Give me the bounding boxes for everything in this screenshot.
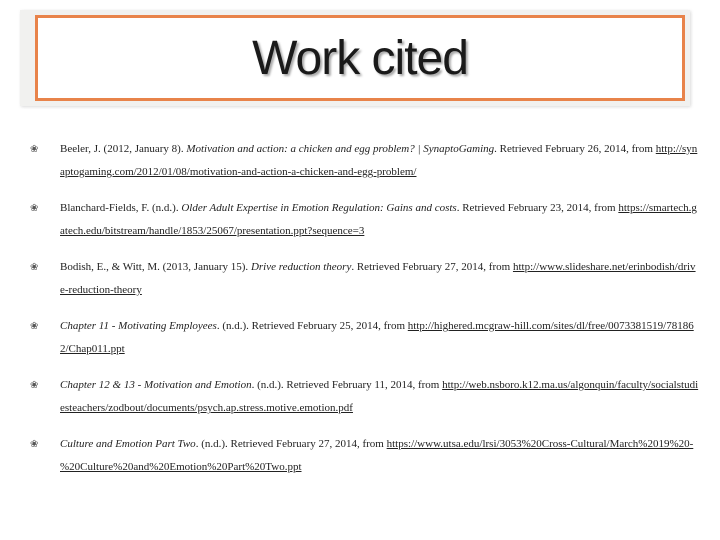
reference-retrieved: . Retrieved February 23, 2014, from: [456, 202, 616, 214]
reference-link[interactable]: http://highered.mcgraw-hill.com/sites/dl/free/0073381519/781862/Chap011.ppt: [60, 320, 694, 355]
flower-bullet-icon: ❀: [30, 321, 39, 332]
reference-item: [30, 256, 700, 302]
reference-item: [30, 138, 700, 184]
reference-author: Bodish, E., & Witt, M. (2013, January 15).: [60, 261, 249, 273]
reference-retrieved: . (n.d.). Retrieved February 27, 2014, from: [195, 438, 384, 450]
reference-author: Beeler, J. (2012, January 8).: [60, 143, 184, 155]
title-box: [35, 15, 685, 101]
reference-work: Drive reduction theory: [250, 261, 352, 273]
reference-retrieved: . (n.d.). Retrieved February 25, 2014, from: [216, 320, 406, 332]
reference-retrieved: . Retrieved February 26, 2014, from: [494, 143, 653, 155]
flower-bullet-icon: ❀: [30, 262, 39, 273]
flower-bullet-icon: ❀: [30, 439, 39, 450]
reference-link[interactable]: http://web.nsboro.k12.ma.us/algonquin/faculty/socialstudiesteachers/zodbout/documents/psych.ap.stress.motive.emotion.pdf: [60, 379, 699, 414]
reference-item: [30, 433, 700, 479]
flower-bullet-icon: ❀: [30, 203, 39, 214]
reference-retrieved: . (n.d.). Retrieved February 11, 2014, from: [251, 379, 440, 391]
reference-work: Older Adult Expertise in Emotion Regulation: Gains and costs: [181, 202, 457, 214]
references-list: [30, 138, 700, 492]
reference-link[interactable]: https://www.utsa.edu/lrsi/3053%20Cross-Cultural/March%2019%20-%20Culture%20and%20Emotion%20Part%20Two.ppt: [60, 438, 694, 473]
reference-item: [30, 374, 700, 420]
reference-work: Culture and Emotion Part Two: [60, 438, 196, 450]
reference-item: [30, 315, 700, 361]
reference-work: Motivation and action: a chicken and egg problem? | SynaptoGaming: [186, 143, 495, 155]
reference-link[interactable]: http://www.slideshare.net/erinbodish/drive-reduction-theory: [60, 261, 696, 296]
reference-link[interactable]: https://smartech.gatech.edu/bitstream/handle/1853/25067/presentation.ppt?sequence=3: [60, 202, 697, 237]
title-frame: [20, 10, 690, 106]
flower-bullet-icon: ❀: [30, 380, 39, 391]
reference-link[interactable]: http://synaptogaming.com/2012/01/08/motivation-and-action-a-chicken-and-egg-problem/: [60, 143, 698, 178]
slide-title: Work cited: [252, 31, 468, 85]
reference-item: [30, 197, 700, 243]
reference-work: Chapter 12 & 13 - Motivation and Emotion: [60, 379, 252, 391]
reference-work: Chapter 11 - Motivating Employees: [60, 320, 217, 332]
reference-retrieved: . Retrieved February 27, 2014, from: [351, 261, 511, 273]
reference-author: Blanchard-Fields, F. (n.d.).: [60, 202, 179, 214]
flower-bullet-icon: ❀: [30, 144, 39, 155]
